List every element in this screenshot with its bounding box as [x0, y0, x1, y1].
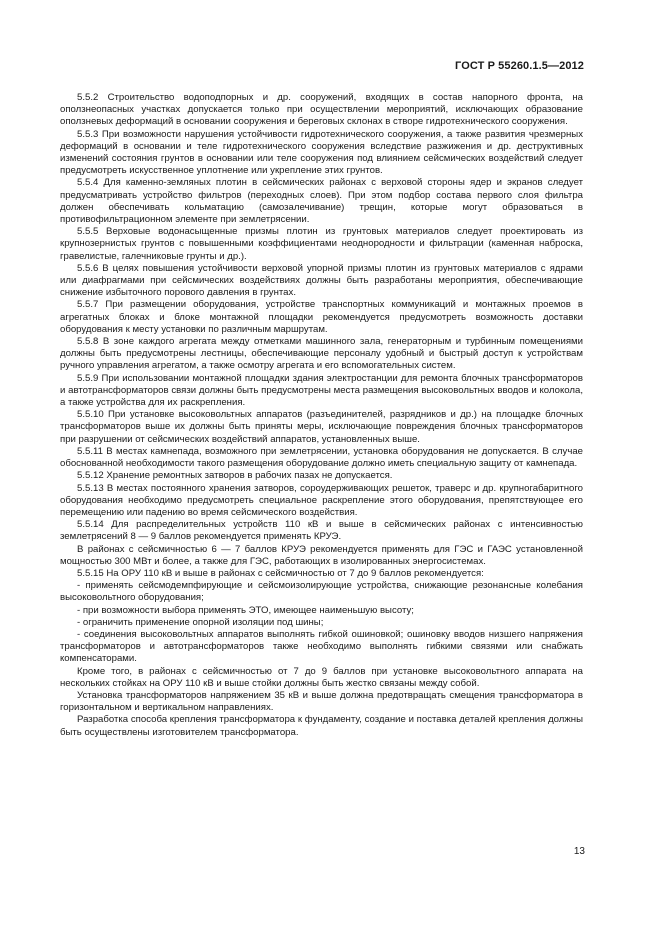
paragraph-5-5-10: 5.5.10 При установке высоковольтных аппаратов (разъединителей, разрядников и др.) на площадке блочных трансформаторов выше их должны быть приняты меры, исключающие повреждения блочных трансформаторов при разрушении от сейсмических воздействий аппаратов, установленных выше.	[60, 409, 583, 445]
paragraph-5-5-5: 5.5.5 Верховые водонасыщенные призмы плотин из грунтовых материалов следует проектировать из крупнозернистых грунтов с повышенными коэффициентами неоднородности и фильтрации (каменная наброска, гравелистые, галечниковые грунты и др.).	[60, 226, 583, 262]
paragraph-rigid-posts: Кроме того, в районах с сейсмичностью от 7 до 9 баллов при установке высоковольтного аппарата на нескольких стойках на ОРУ 110 кВ и выше стойки должны быть жестко связаны между собой.	[60, 665, 583, 689]
paragraph-5-5-3: 5.5.3 При возможности нарушения устойчивости гидротехнического сооружения, а также развития чрезмерных деформаций в основании и теле гидротехнического сооружения вследствие разжижения и др. деструктивных изменений состояния грунтов в основании или теле сооружения под влиянием сейсмических воздействий следует предусмотреть искусственное уплотнение или укрепление этих грунтов.	[60, 128, 583, 177]
list-item-insulation: - ограничить применение опорной изоляции под шины;	[77, 616, 324, 628]
paragraph-5-5-13: 5.5.13 В местах постоянного хранения затворов, сороудерживающих решеток, траверс и др. крупногабаритного оборудования необходимо предусмотреть специальное раскрепление этого оборудования, препятствующее его перемещению или падению во время сейсмического воздействия.	[60, 482, 583, 518]
paragraph-transformer-35kv: Установка трансформаторов напряжением 35 кВ и выше должна предотвращать смещения трансформатора в горизонтальном и вертикальном направлениях.	[60, 689, 583, 714]
list-item-flexible-busbar: - соединения высоковольтных аппаратов выполнять гибкой ошиновкой; ошиновку вводов низшего напряжения трансформаторов и автотрансформаторов также необходимо выполнять гибкими связями или снабжать компенсаторами.	[60, 628, 583, 665]
paragraph-5-5-7: 5.5.7 При размещении оборудования, устройстве транспортных коммуникаций и монтажных проемов в агрегатных блоках и блоке монтажной площадки рекомендуется предусмотреть возможность доставки оборудования к месту установки по различным маршрутам.	[60, 299, 583, 335]
paragraph-5-5-11: 5.5.11 В местах камнепада, возможного при землетрясении, установка оборудования не допускается. В случае обоснованной необходимости такого размещения оборудование должно иметь специальную защиту от камнепада.	[60, 445, 583, 470]
list-item-dampers: - применять сейсмодемпфирующие и сейсмоизолирующие устройства, снижающие резонансные колебания высоковольтного оборудования;	[60, 580, 583, 604]
paragraph-kruye-6-7: В районах с сейсмичностью 6 — 7 баллов КРУЭ рекомендуется применять для ГЭС и ГАЭС установленной мощностью 300 МВт и более, а также для ГЭС, работающих в изолированных энергосистемах.	[60, 543, 583, 567]
paragraph-5-5-12: 5.5.12 Хранение ремонтных затворов в рабочих пазах не допускается.	[77, 470, 393, 482]
paragraph-5-5-15: 5.5.15 На ОРУ 110 кВ и выше в районах с сейсмичностью от 7 до 9 баллов рекомендуется:	[77, 567, 484, 579]
paragraph-5-5-6: 5.5.6 В целях повышения устойчивости верховой упорной призмы плотин из грунтовых материалов с ядрами или диафрагмами при сейсмических воздействиях должны быть разработаны мероприятия, обеспечивающие снижение избыточного порового давления в грунтах.	[60, 262, 583, 299]
document-body	[60, 92, 583, 739]
paragraph-5-5-8: 5.5.8 В зоне каждого агрегата между отметками машинного зала, генераторным и турбинным помещениями должны быть предусмотрены лестницы, обеспечивающие персоналу удобный и быстрый доступ к устройствам ручного управления агрегатом, а также осмотру агрегата и его вспомогательных систем.	[60, 336, 583, 372]
paragraph-transformer-fastening: Разработка способа крепления трансформатора к фундаменту, создание и поставка деталей крепления должны быть осуществлены изготовителем трансформатора.	[60, 714, 583, 738]
list-item-eto-height: - при возможности выбора применять ЭТО, имеющее наименьшую высоту;	[77, 604, 414, 616]
page-number: 13	[573, 846, 585, 857]
paragraph-5-5-2: 5.5.2 Строительство водоподпорных и др. сооружений, входящих в состав напорного фронта, на оползнеопасных участках допускается только при осуществлении мероприятий, исключающих образование оползневых деформаций в основании сооружения и береговых склонах в створе гидротехнического сооружения.	[60, 92, 583, 128]
paragraph-5-5-9: 5.5.9 При использовании монтажной площадки здания электростанции для ремонта блочных трансформаторов и автотрансформаторов связи должны быть предусмотрены места размещения высоковольтных вводов и колокола, а также устройства для их раскрепления.	[60, 372, 583, 409]
paragraph-5-5-4: 5.5.4 Для каменно-земляных плотин в сейсмических районах с верховой стороны ядер и экранов следует предусматривать устройство фильтров (переходных слоев). При этом подбор состава первого слоя фильтра должен обеспечивать кольматацию (самозалечивание) трещин, которые могут образоваться в противофильтрационном элементе при землетрясении.	[60, 177, 583, 226]
paragraph-5-5-14: 5.5.14 Для распределительных устройств 110 кВ и выше в сейсмических районах с интенсивностью землетрясений 8 — 9 баллов рекомендуется применять КРУЭ.	[60, 519, 583, 543]
document-code-header: ГОСТ Р 55260.1.5—2012	[455, 60, 584, 72]
